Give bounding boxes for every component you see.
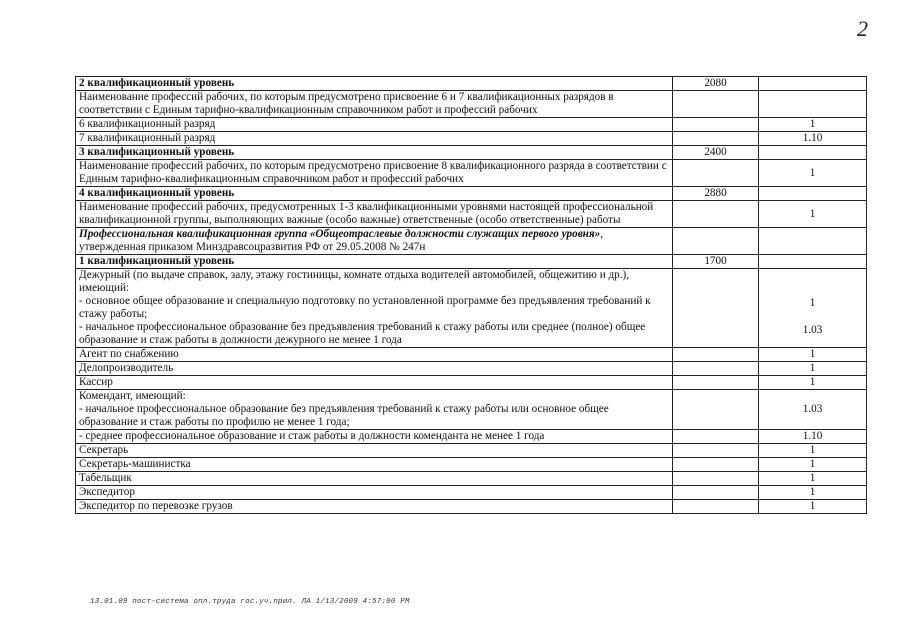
row-coefficient — [759, 269, 867, 348]
row-name: Наименование профессий рабочих, по которым предусмотрено присвоение 8 квалификационного разряда в соответствии с Единым тарифно-квалификационным справочником работ и профессий рабочих — [76, 160, 673, 187]
row-salary — [673, 376, 759, 390]
row-name-line: - начальное профессиональное образование без предъявления требований к стажу работы или основное общее образование и стаж работы по профилю не менее 1 года; — [79, 403, 609, 428]
group-approval: , утвержденная приказом Минздравсоцразвития РФ от 29.05.2008 № 247н — [79, 228, 604, 253]
row-name: Экспедитор по перевозке грузов — [76, 500, 673, 514]
row-coefficient — [759, 91, 867, 118]
row-name: 3 квалификационный уровень — [76, 146, 673, 160]
row-coefficient — [759, 187, 867, 201]
table-row — [76, 376, 867, 390]
table-row — [76, 187, 867, 201]
coefficient-value: 1.03 — [802, 324, 823, 336]
row-salary — [673, 348, 759, 362]
row-coefficient — [759, 255, 867, 269]
table-row — [76, 444, 867, 458]
row-salary — [673, 160, 759, 187]
row-name — [76, 390, 673, 430]
table-row — [76, 486, 867, 500]
row-name: Секретарь — [76, 444, 673, 458]
table-row — [76, 77, 867, 91]
row-salary — [673, 269, 759, 348]
row-salary — [673, 486, 759, 500]
row-coefficient: 1 — [759, 160, 867, 187]
row-name-line: Комендант, имеющий: — [79, 390, 186, 402]
table-row — [76, 160, 867, 187]
row-name: 4 квалификационный уровень — [76, 187, 673, 201]
row-coefficient: 1 — [759, 458, 867, 472]
table-row — [76, 390, 867, 430]
row-coefficient: 1 — [759, 348, 867, 362]
row-coefficient — [759, 228, 867, 255]
table-row — [76, 91, 867, 118]
table-row — [76, 255, 867, 269]
row-name — [76, 228, 673, 255]
table-row — [76, 228, 867, 255]
row-name: 1 квалификационный уровень — [76, 255, 673, 269]
row-coefficient: 1 — [759, 500, 867, 514]
row-salary — [673, 118, 759, 132]
row-name: 6 квалификационный разряд — [76, 118, 673, 132]
row-salary — [673, 444, 759, 458]
row-salary — [673, 390, 759, 430]
row-salary: 2880 — [673, 187, 759, 201]
salary-table — [75, 76, 867, 514]
row-coefficient: 1 — [759, 201, 867, 228]
row-salary: 2400 — [673, 146, 759, 160]
table-row — [76, 472, 867, 486]
row-name: Делопроизводитель — [76, 362, 673, 376]
row-coefficient: 1.10 — [759, 132, 867, 146]
row-salary — [673, 201, 759, 228]
row-coefficient: 1 — [759, 486, 867, 500]
row-salary — [673, 430, 759, 444]
row-salary — [673, 132, 759, 146]
coefficient-value: 1 — [809, 297, 816, 309]
row-coefficient: 1 — [759, 362, 867, 376]
table-row — [76, 132, 867, 146]
row-name: 7 квалификационный разряд — [76, 132, 673, 146]
row-name: - среднее профессиональное образование и стаж работы в должности коменданта не менее 1 года — [76, 430, 673, 444]
row-name: 2 квалификационный уровень — [76, 77, 673, 91]
row-salary — [673, 362, 759, 376]
group-title: Профессиональная квалификационная группа «Общеотраслевые должности служащих первого уровня» — [79, 228, 601, 240]
row-name-line: - основное общее образование и специальную подготовку по установленной программе без предъявления требований к стажу работы; — [79, 295, 651, 320]
print-footer: 13.01.09 пост-система опл.труда гос.уч.прил. ЛА 1/13/2009 4:57:00 PM — [90, 598, 410, 606]
table-row — [76, 201, 867, 228]
row-name: Агент по снабжению — [76, 348, 673, 362]
row-name: Секретарь-машинистка — [76, 458, 673, 472]
row-name — [76, 269, 673, 348]
table-row — [76, 269, 867, 348]
row-salary — [673, 91, 759, 118]
row-salary — [673, 458, 759, 472]
row-coefficient: 1.03 — [759, 390, 867, 430]
row-salary: 2080 — [673, 77, 759, 91]
table-row — [76, 348, 867, 362]
row-name: Наименование профессий рабочих, предусмотренных 1-3 квалификационными уровнями настоящей профессиональной квалификационной группы, выполняющих важные (особо важные) ответственные (особо ответственные) работы — [76, 201, 673, 228]
row-salary — [673, 500, 759, 514]
page-number: 2 — [857, 16, 868, 41]
table-row — [76, 500, 867, 514]
row-salary — [673, 228, 759, 255]
row-coefficient — [759, 77, 867, 91]
table-row — [76, 430, 867, 444]
row-name: Наименование профессий рабочих, по которым предусмотрено присвоение 6 и 7 квалификационных разрядов в соответствии с Единым тарифно-квалификационным справочником работ и профессий рабочих — [76, 91, 673, 118]
row-coefficient: 1 — [759, 444, 867, 458]
row-coefficient — [759, 146, 867, 160]
table-row — [76, 146, 867, 160]
row-salary: 1700 — [673, 255, 759, 269]
row-coefficient: 1 — [759, 376, 867, 390]
table-row — [76, 458, 867, 472]
row-name-line: Дежурный (по выдаче справок, залу, этажу гостиницы, комнате отдыха водителей автомобилей, общежитию и др.), имеющий: — [79, 269, 630, 294]
row-coefficient: 1 — [759, 472, 867, 486]
row-coefficient: 1.10 — [759, 430, 867, 444]
row-coefficient: 1 — [759, 118, 867, 132]
row-name: Кассир — [76, 376, 673, 390]
row-name: Табельщик — [76, 472, 673, 486]
table-row — [76, 362, 867, 376]
row-salary — [673, 472, 759, 486]
row-name-line: - начальное профессиональное образование без предъявления требований к стажу работы или среднее (полное) общее образование и стаж работы в должности дежурного не менее 1 года — [79, 321, 646, 346]
table-row — [76, 118, 867, 132]
row-name: Экспедитор — [76, 486, 673, 500]
